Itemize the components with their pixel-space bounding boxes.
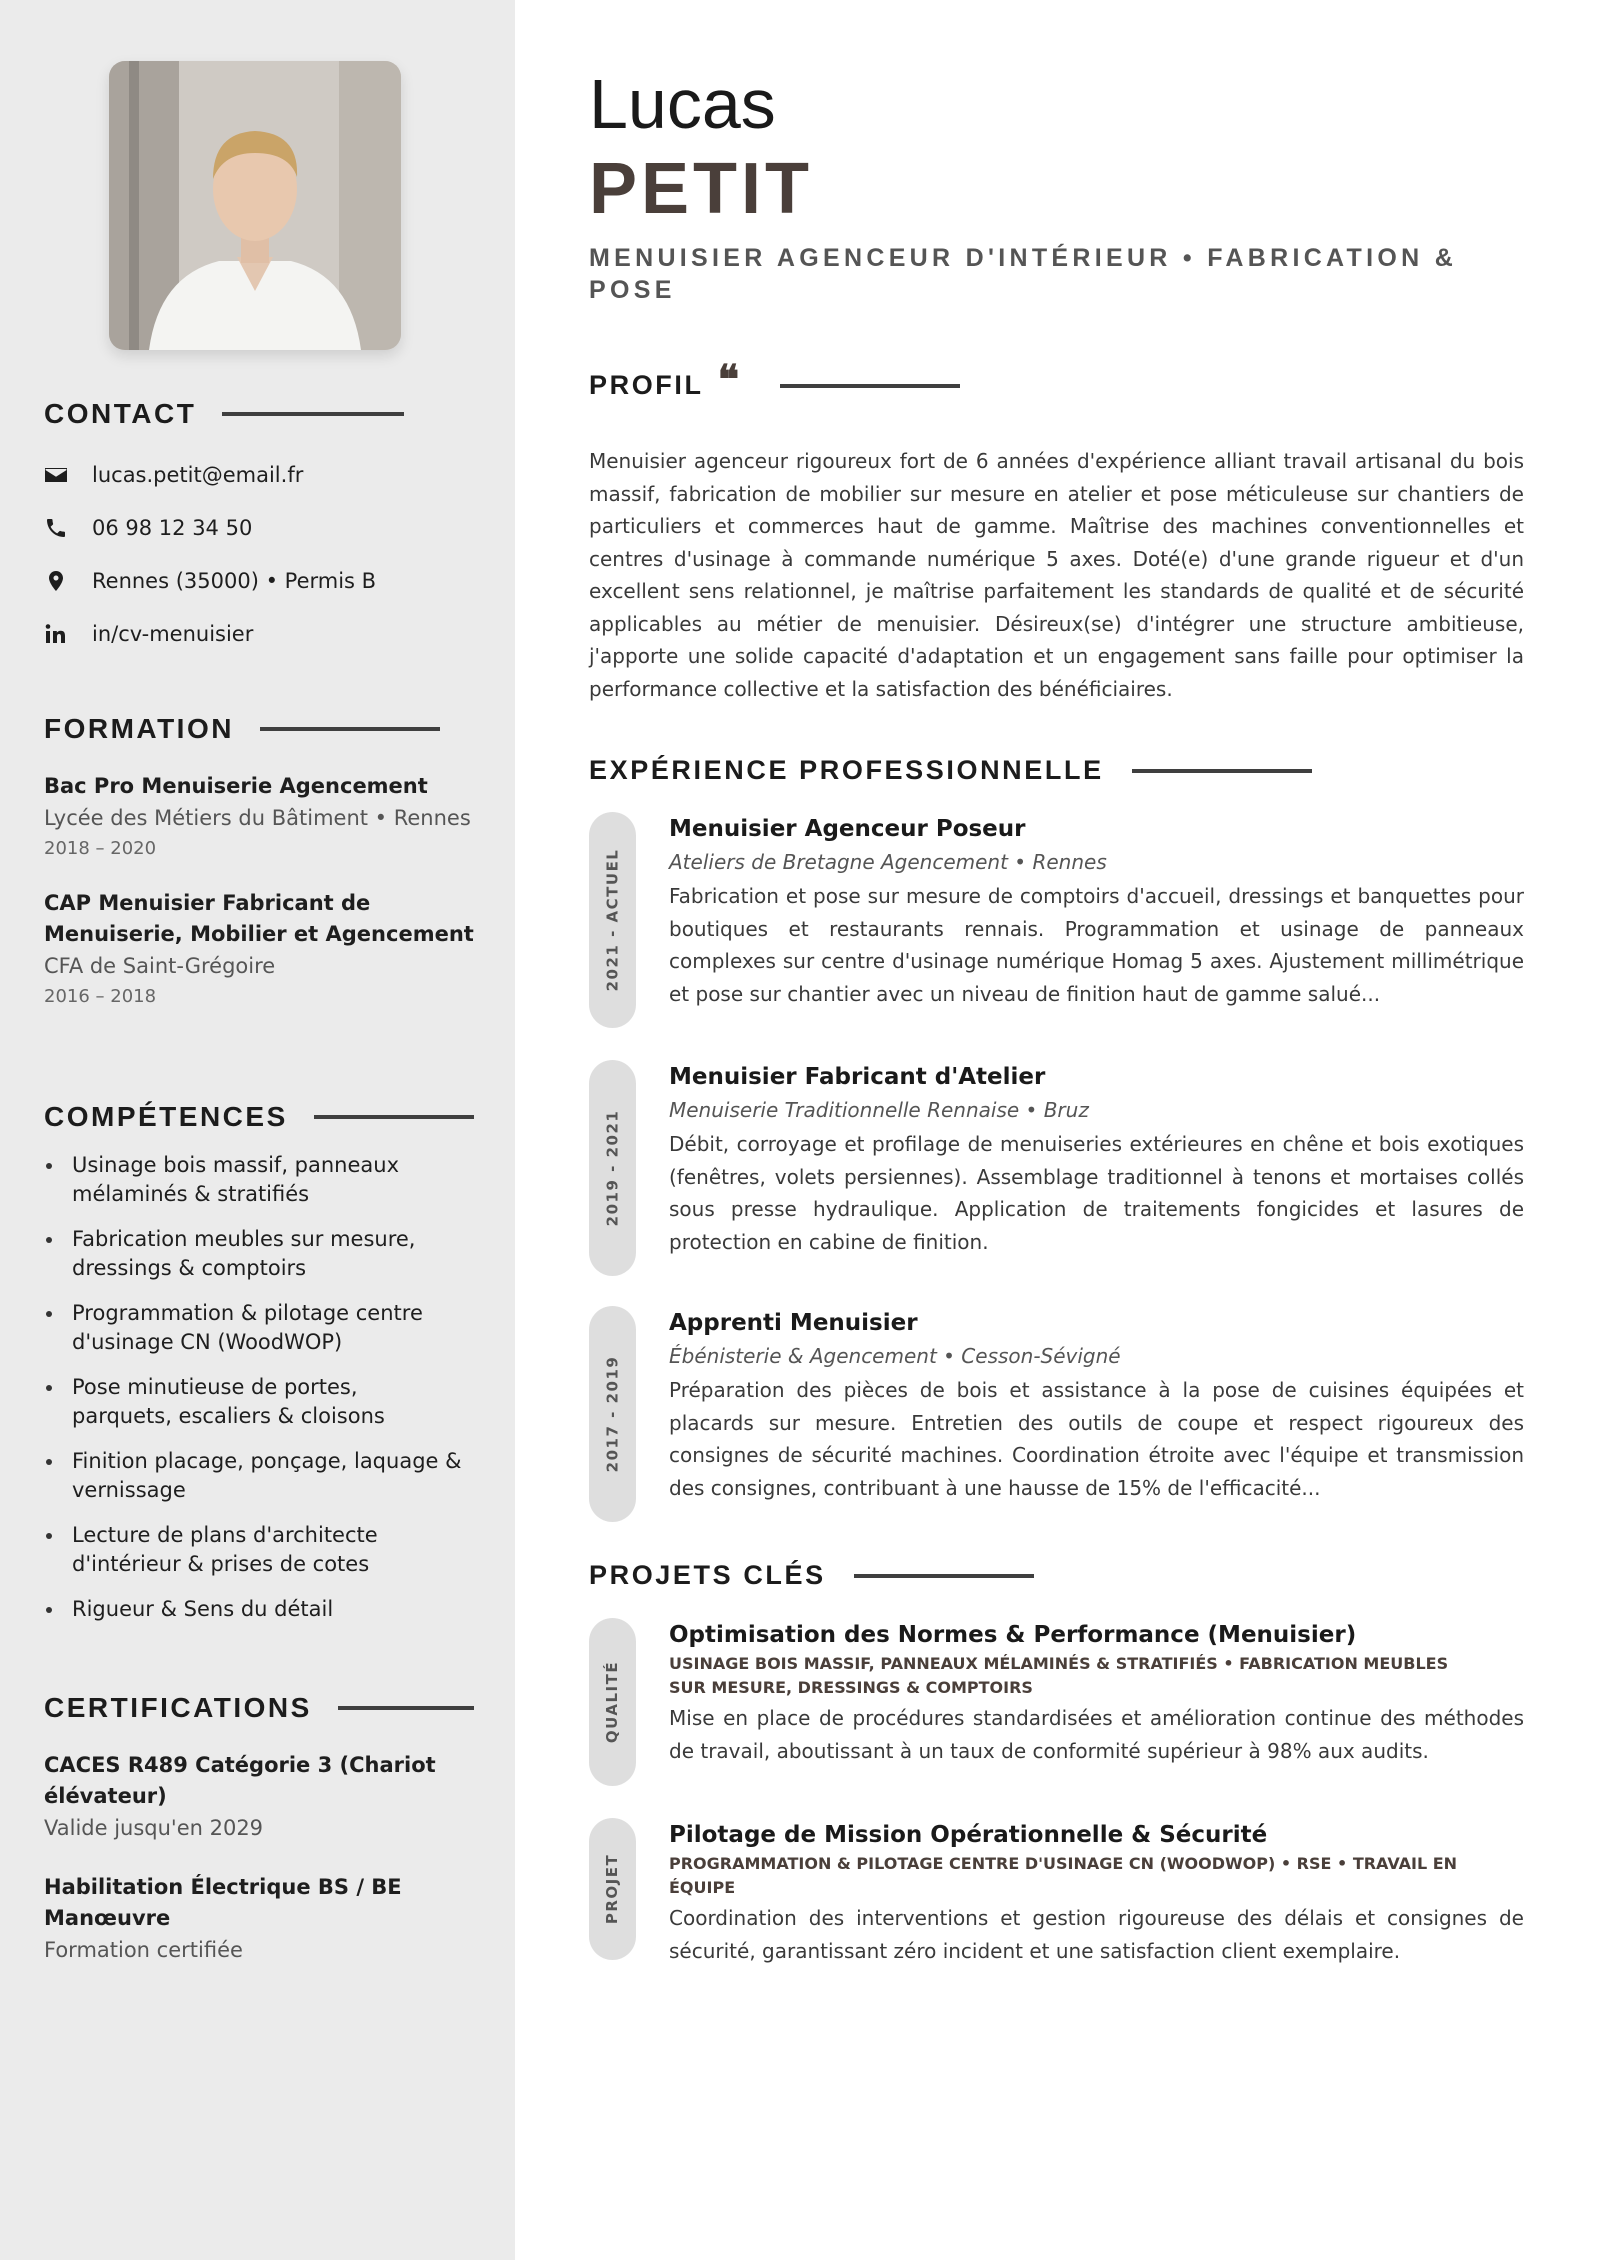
project-item — [589, 1818, 1524, 1968]
contact-title-rule — [222, 412, 404, 416]
contact-linkedin-text: in/cv-menuisier — [92, 621, 254, 646]
skill-item: Programmation & pilotage centre d'usinage CN (WoodWOP) — [44, 1299, 464, 1357]
project-skills: USINAGE BOIS MASSIF, PANNEAUX MÉLAMINÉS & STRATIFIÉS • FABRICATION MEUBLES SUR MESURE, DRESSINGS & COMPTOIRS — [669, 1654, 1449, 1697]
projets-title: PROJETS CLÉS — [589, 1560, 1034, 1591]
project-title: Optimisation des Normes & Performance (Menuisier) — [669, 1622, 1357, 1648]
period-pill: 2017 - 2019 — [589, 1306, 636, 1522]
certifications-title: CERTIFICATIONS — [44, 1692, 474, 1724]
project-description: Mise en place de procédures standardisées et amélioration continue des méthodes de travail, aboutissant à un taux de conformité supérieur à 98% aux audits. — [669, 1706, 1524, 1763]
competences-title: COMPÉTENCES — [44, 1101, 474, 1133]
contact-email[interactable] — [44, 448, 474, 501]
formation-item — [44, 771, 474, 864]
contact-location — [44, 554, 474, 607]
certification-item — [44, 1750, 444, 1844]
skill-item: Pose minutieuse de portes, parquets, escaliers & cloisons — [44, 1373, 464, 1431]
profil-title-rule — [780, 384, 960, 388]
formation-item-title: CAP Menuisier Fabricant de Menuiserie, Mobilier et Agencement — [44, 891, 474, 946]
experience-description: Fabrication et pose sur mesure de comptoirs d'accueil, dressings et banquettes pour boutiques et restaurants rennais. Programmation et usinage de panneaux complexes sur centre d'usinage numérique Homag 5 axes. Ajustement millimétrique et pose sur chantier avec un niveau de finition haut de gamme salué... — [669, 884, 1524, 1006]
experience-item — [589, 1306, 1524, 1526]
first-name: Lucas — [589, 65, 776, 143]
skill-item: Usinage bois massif, panneaux mélaminés & stratifiés — [44, 1151, 464, 1209]
formation-item-title: Bac Pro Menuiserie Agencement — [44, 774, 428, 798]
competences-section — [44, 1101, 474, 1640]
linkedin-icon — [44, 622, 92, 646]
project-item — [589, 1618, 1524, 1798]
profile-photo — [109, 61, 401, 350]
formation-item-school: Lycée des Métiers du Bâtiment • Rennes — [44, 806, 471, 830]
period-pill: 2019 - 2021 — [589, 1060, 636, 1276]
project-title: Pilotage de Mission Opérationnelle & Sécurité — [669, 1822, 1268, 1848]
contact-title: CONTACT — [44, 398, 474, 430]
certification-note: Valide jusqu'en 2029 — [44, 1816, 264, 1840]
skill-item: Finition placage, ponçage, laquage & vernissage — [44, 1447, 464, 1505]
skill-item: Lecture de plans d'architecte d'intérieur & prises de cotes — [44, 1521, 464, 1579]
experience-role: Apprenti Menuisier — [669, 1310, 918, 1336]
certification-title: CACES R489 Catégorie 3 (Chariot élévateur) — [44, 1753, 436, 1808]
period-pill: 2021 - ACTUEL — [589, 812, 636, 1028]
formation-title-rule — [260, 727, 440, 731]
formation-title: FORMATION — [44, 713, 474, 745]
location-pin-icon — [44, 569, 92, 593]
experience-item — [589, 812, 1524, 1032]
project-tag-pill: QUALITÉ — [589, 1618, 636, 1786]
experience-company: Ateliers de Bretagne Agencement • Rennes — [669, 850, 1107, 874]
profile-summary: Menuisier agenceur rigoureux fort de 6 années d'expérience alliant travail artisanal du bois massif, fabrication de mobilier sur mesure en atelier et pose méticuleuse sur chantiers de particuliers et commerces haut de gamme. Maîtrise des machines conventionnelles et centres d'usinage à commande numérique 5 axes. Doté(e) d'une grande rigueur et d'un excellent sens relationnel, je maîtrise parfaitement les standards de qualité et de sécurité applicables au métier de menuisier. Désireux(se) d'intégrer une structure ambitieuse, j'apporte une solide capacité d'adaptation et un engagement sans faille pour optimiser la performance collective et la satisfaction des bénéficiaires. — [589, 449, 1524, 701]
project-tag-pill: PROJET — [589, 1818, 636, 1960]
certifications-title-rule — [338, 1706, 474, 1710]
certification-title: Habilitation Électrique BS / BE Manœuvre — [44, 1875, 402, 1930]
job-title: MENUISIER AGENCEUR D'INTÉRIEUR • FABRICATION & POSE — [589, 244, 1458, 304]
envelope-icon — [44, 463, 92, 487]
experience-item — [589, 1060, 1524, 1280]
contact-location-text: Rennes (35000) • Permis B — [92, 568, 377, 593]
competences-title-rule — [314, 1115, 474, 1119]
formation-item-dates: 2018 – 2020 — [44, 838, 157, 859]
last-name: PETIT — [589, 149, 814, 229]
project-description: Coordination des interventions et gestion rigoureuse des délais et consignes de sécurité, garantissant zéro incident et une satisfaction client exemplaire. — [669, 1906, 1524, 1963]
contact-linkedin[interactable] — [44, 607, 474, 660]
formation-item-dates: 2016 – 2018 — [44, 986, 157, 1007]
phone-icon — [44, 516, 92, 540]
experience-company: Ébénisterie & Agencement • Cesson-Sévigné — [669, 1344, 1121, 1368]
contact-phone[interactable] — [44, 501, 474, 554]
formation-item-school: CFA de Saint-Grégoire — [44, 954, 276, 978]
experience-description: Débit, corroyage et profilage de menuiseries extérieures en chêne et bois exotiques (fenêtres, volets persiennes). Assemblage traditionnel à tenons et mortaises collés sous presse hydraulique. Application de traitements fongicides et lasures de protection en cabine de finition. — [669, 1132, 1524, 1254]
formation-section — [44, 713, 474, 1012]
experience-title: EXPÉRIENCE PROFESSIONNELLE — [589, 755, 1312, 786]
experience-company: Menuiserie Traditionnelle Rennaise • Bruz — [669, 1098, 1089, 1122]
skill-item: Rigueur & Sens du détail — [44, 1595, 464, 1624]
contact-section — [44, 398, 474, 660]
skill-item: Fabrication meubles sur mesure, dressings & comptoirs — [44, 1225, 464, 1283]
contact-email-text: lucas.petit@email.fr — [92, 462, 304, 487]
certification-note: Formation certifiée — [44, 1938, 243, 1962]
contact-phone-text: 06 98 12 34 50 — [92, 515, 253, 540]
skills-list — [44, 1151, 464, 1624]
certification-item — [44, 1872, 414, 1966]
sidebar — [0, 0, 515, 2260]
projets-title-rule — [854, 1574, 1034, 1578]
experience-title-rule — [1132, 769, 1312, 773]
certifications-section — [44, 1692, 474, 1966]
experience-role: Menuisier Agenceur Poseur — [669, 816, 1026, 842]
quote-icon: ❝ — [717, 355, 742, 403]
project-skills: PROGRAMMATION & PILOTAGE CENTRE D'USINAGE CN (WOODWOP) • RSE • TRAVAIL EN ÉQUIPE — [669, 1854, 1458, 1897]
formation-item — [44, 888, 474, 1012]
experience-role: Menuisier Fabricant d'Atelier — [669, 1064, 1046, 1090]
experience-description: Préparation des pièces de bois et assistance à la pose de cuisines équipées et placards sur mesure. Entretien des outils de coupe et respect rigoureux des consignes de sécurité machines. Coordination étroite avec l'équipe et transmission des consignes, contribuant à une hausse de 15% de l'efficacité... — [669, 1378, 1524, 1500]
profil-title: PROFIL ❝ — [589, 370, 960, 401]
